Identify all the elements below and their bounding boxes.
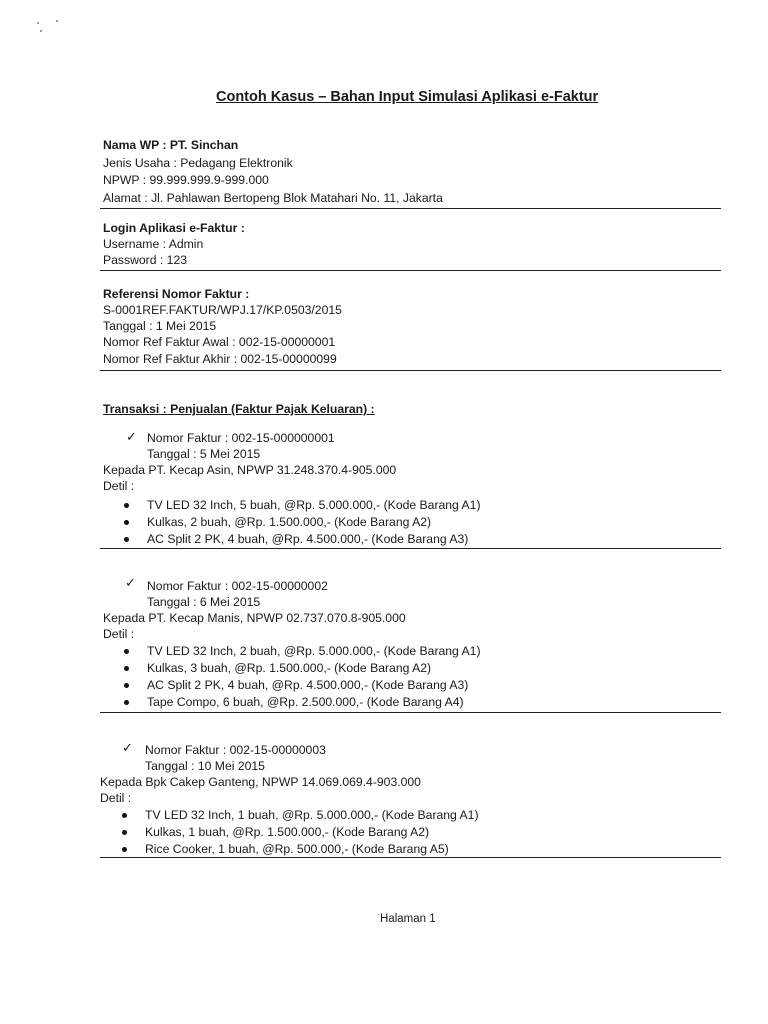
scan-speck <box>378 914 379 915</box>
bullet-icon <box>124 520 129 525</box>
faktur-number: Nomor Faktur : 002-15-00000003 <box>145 743 326 757</box>
faktur-item: TV LED 32 Inch, 2 buah, @Rp. 5.000.000,- (Kode Barang A1) <box>147 644 481 658</box>
divider <box>100 208 721 209</box>
transaksi-heading: Transaksi : Penjualan (Faktur Pajak Keluaran) : <box>103 402 375 416</box>
faktur-item: Tape Compo, 6 buah, @Rp. 2.500.000,- (Kode Barang A4) <box>147 695 464 709</box>
bullet-icon <box>122 813 127 818</box>
scan-speck <box>40 30 42 32</box>
faktur-detail-label: Detil : <box>103 479 135 493</box>
referensi-heading: Referensi Nomor Faktur : <box>103 287 250 301</box>
scan-speck <box>56 20 58 22</box>
faktur-date: Tanggal : 10 Mei 2015 <box>145 759 265 773</box>
bullet-icon <box>124 666 129 671</box>
page-number: Halaman 1 <box>380 913 436 925</box>
wp-name: Nama WP : PT. Sinchan <box>103 138 239 152</box>
bullet-icon <box>124 649 129 654</box>
faktur-date: Tanggal : 5 Mei 2015 <box>147 447 261 461</box>
faktur-item: TV LED 32 Inch, 5 buah, @Rp. 5.000.000,- (Kode Barang A1) <box>147 498 481 512</box>
divider <box>100 857 721 858</box>
wp-npwp: NPWP : 99.999.999.9-999.000 <box>103 173 269 187</box>
document-title: Contoh Kasus – Bahan Input Simulasi Aplikasi e-Faktur <box>216 89 599 105</box>
faktur-item: Kulkas, 2 buah, @Rp. 1.500.000,- (Kode Barang A2) <box>147 515 432 529</box>
checkmark-icon: ✓ <box>125 575 136 590</box>
login-password: Password : 123 <box>103 253 188 267</box>
wp-business-type: Jenis Usaha : Pedagang Elektronik <box>103 156 293 170</box>
divider <box>100 548 721 549</box>
faktur-date: Tanggal : 6 Mei 2015 <box>147 595 261 609</box>
bullet-icon <box>124 683 129 688</box>
faktur-recipient: Kepada PT. Kecap Asin, NPWP 31.248.370.4-905.000 <box>103 463 397 477</box>
checkmark-icon: ✓ <box>126 429 137 444</box>
divider <box>100 370 721 371</box>
referensi-number: S-0001REF.FAKTUR/WPJ.17/KP.0503/2015 <box>103 303 342 317</box>
faktur-number: Nomor Faktur : 002-15-00000002 <box>147 579 328 593</box>
bullet-icon <box>124 537 129 542</box>
referensi-start: Nomor Ref Faktur Awal : 002-15-00000001 <box>103 335 336 349</box>
bullet-icon <box>122 830 127 835</box>
faktur-item: AC Split 2 PK, 4 buah, @Rp. 4.500.000,- (Kode Barang A3) <box>147 532 469 546</box>
checkmark-icon: ✓ <box>122 740 133 755</box>
faktur-item: Kulkas, 1 buah, @Rp. 1.500.000,- (Kode Barang A2) <box>145 825 430 839</box>
faktur-detail-label: Detil : <box>100 791 132 805</box>
faktur-item: TV LED 32 Inch, 1 buah, @Rp. 5.000.000,- (Kode Barang A1) <box>145 808 479 822</box>
faktur-recipient: Kepada Bpk Cakep Ganteng, NPWP 14.069.069.4-903.000 <box>100 775 421 789</box>
referensi-end: Nomor Ref Faktur Akhir : 002-15-00000099 <box>103 352 337 366</box>
wp-address: Alamat : Jl. Pahlawan Bertopeng Blok Matahari No. 11, Jakarta <box>103 191 443 205</box>
faktur-item: AC Split 2 PK, 4 buah, @Rp. 4.500.000,- (Kode Barang A3) <box>147 678 469 692</box>
bullet-icon <box>124 503 129 508</box>
divider <box>100 270 721 271</box>
login-heading: Login Aplikasi e-Faktur : <box>103 221 245 235</box>
login-username: Username : Admin <box>103 237 204 251</box>
bullet-icon <box>124 700 129 705</box>
bullet-icon <box>122 847 127 852</box>
faktur-number: Nomor Faktur : 002-15-000000001 <box>147 431 335 445</box>
divider <box>100 712 721 713</box>
faktur-item: Rice Cooker, 1 buah, @Rp. 500.000,- (Kode Barang A5) <box>145 842 449 856</box>
scan-speck <box>37 22 39 24</box>
referensi-date: Tanggal : 1 Mei 2015 <box>103 319 217 333</box>
faktur-item: Kulkas, 3 buah, @Rp. 1.500.000,- (Kode Barang A2) <box>147 661 432 675</box>
faktur-detail-label: Detil : <box>103 627 135 641</box>
faktur-recipient: Kepada PT. Kecap Manis, NPWP 02.737.070.8-905.000 <box>103 611 406 625</box>
